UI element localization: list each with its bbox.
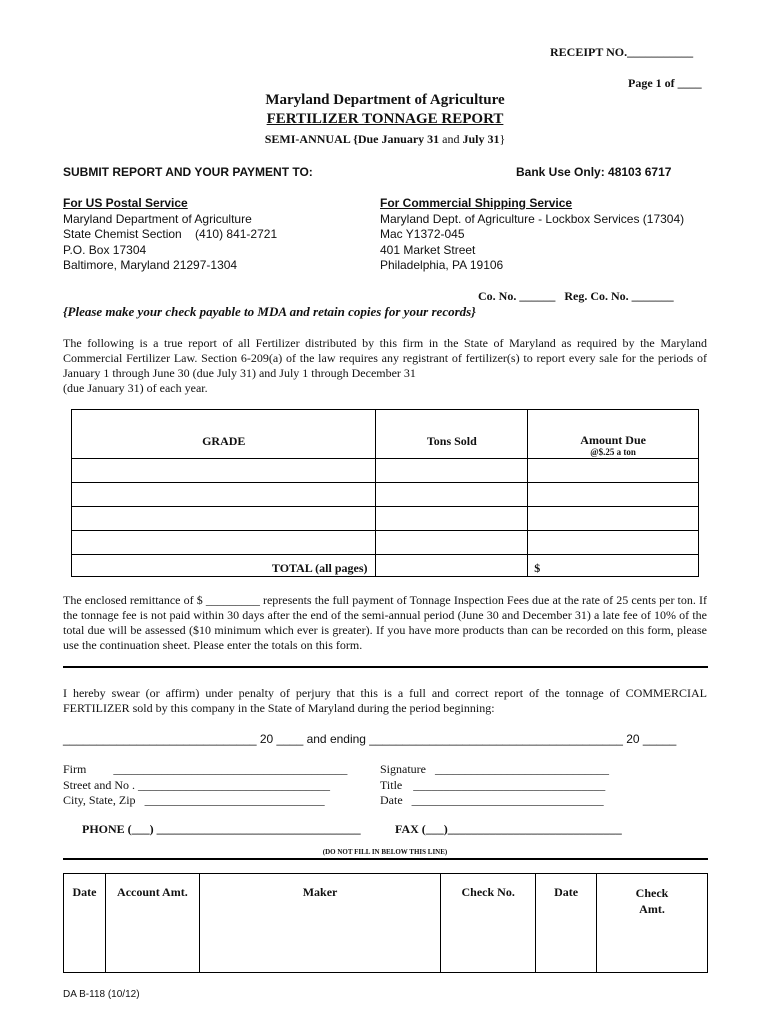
street-input[interactable]: ________________________________ [137, 777, 330, 792]
table-row [72, 507, 699, 531]
amount-due-header [528, 410, 699, 459]
city-row [63, 793, 347, 809]
date-label: Date [380, 793, 403, 807]
commercial-address-block [380, 196, 684, 274]
tons-sold-header: Tons Sold [376, 410, 528, 459]
account-amount-header: Account Amt. [105, 874, 199, 973]
period-line[interactable]: _____________________________ 20 ____ and ending ______________________________________ 20 _____ [63, 732, 677, 746]
divider [63, 858, 708, 860]
firm-input[interactable]: _______________________________________ [113, 762, 348, 776]
check-amount-header: Check Amt. [597, 874, 708, 973]
total-amount-cell[interactable]: $ [528, 555, 699, 577]
intro-text-end: (due January 31) of each year. [63, 381, 208, 395]
check-number-header: Check No. [441, 874, 536, 973]
amount-cell[interactable] [528, 459, 699, 483]
city-input[interactable]: ______________________________ [144, 793, 325, 807]
bank-use-table [63, 873, 708, 973]
postal-line: State Chemist Section (410) 841-2721 [63, 227, 278, 241]
semi-annual-line [0, 132, 770, 147]
receipt-number: RECEIPT NO.___________ [550, 45, 694, 59]
amount-cell[interactable] [528, 483, 699, 507]
tons-cell[interactable] [376, 507, 528, 531]
title-label: Title [380, 777, 403, 792]
check-date-header: Date [536, 874, 597, 973]
firm-fields [63, 762, 347, 809]
company-number-line[interactable]: Co. No. ______ Reg. Co. No. _______ [478, 289, 674, 303]
commercial-line: Philadelphia, PA 19106 [380, 258, 504, 272]
commercial-title: For Commercial Shipping Service [380, 196, 573, 210]
amount-due-label: Amount Due [580, 433, 646, 447]
postal-line: Baltimore, Maryland 21297-1304 [63, 258, 238, 272]
tonnage-table [71, 409, 699, 577]
check-payable-note: {Please make your check payable to MDA and retain copies for your records} [63, 304, 476, 319]
commercial-line: Mac Y1372-045 [380, 227, 465, 241]
grade-cell[interactable] [72, 459, 376, 483]
postal-line: Maryland Department of Agriculture [63, 211, 252, 226]
tons-cell[interactable] [376, 483, 528, 507]
divider [63, 666, 708, 668]
commercial-line: 401 Market Street [380, 242, 476, 257]
city-label: City, State, Zip [63, 793, 136, 807]
total-row [72, 555, 699, 577]
postal-title: For US Postal Service [63, 196, 188, 210]
total-tons-cell[interactable] [376, 555, 528, 577]
street-row [63, 778, 347, 794]
tons-cell[interactable] [376, 459, 528, 483]
agency-name: Maryland Department of Agriculture [265, 92, 505, 108]
intro-paragraph [63, 336, 707, 396]
grade-cell[interactable] [72, 507, 376, 531]
amount-cell[interactable] [528, 531, 699, 555]
semi-suffix: } [499, 132, 506, 146]
bank-table-row [64, 874, 708, 973]
signature-row [380, 762, 609, 778]
submit-heading: SUBMIT REPORT AND YOUR PAYMENT TO: [63, 165, 313, 179]
oath-paragraph: I hereby swear (or affirm) under penalty of perjury that this is a full and correct report of the tonnage of COMMERCIAL FERTILIZER sold by this company in the State of Maryland during the period beginning: [63, 686, 707, 715]
signature-fields [380, 762, 609, 809]
date-row [380, 793, 609, 809]
fax-field[interactable]: FAX (___)_____________________________ [395, 822, 622, 836]
phone-field[interactable]: PHONE (___) __________________________________ [82, 822, 361, 836]
amount-cell[interactable] [528, 507, 699, 531]
firm-row [63, 762, 347, 778]
table-row [72, 459, 699, 483]
intro-text: The following is a true report of all Fertilizer distributed by this firm in the State of Maryland as required by the Maryland Commercial Fertilizer Law. Section 6-209(a) of the law requires any registrant of fertilizer(s) to report every sale for the periods of January 1 through June 30 (due July 31) and July 1 through December 31 [63, 336, 707, 380]
rate-label: @$.25 a ton [590, 447, 636, 457]
tonnage-header-row [72, 410, 699, 459]
title-input[interactable]: ________________________________ [413, 777, 606, 792]
tons-cell[interactable] [376, 531, 528, 555]
due-and: and [439, 132, 463, 146]
grade-cell[interactable] [72, 483, 376, 507]
date-input[interactable]: ________________________________ [411, 793, 604, 807]
table-row [72, 483, 699, 507]
do-not-fill-note: (DO NOT FILL IN BELOW THIS LINE) [322, 848, 448, 856]
postal-address-block [63, 196, 277, 274]
title-row [380, 778, 609, 794]
street-label: Street and No . [63, 777, 135, 792]
maker-header: Maker [199, 874, 440, 973]
semi-prefix: SEMI-ANNUAL { [264, 132, 358, 146]
grade-header: GRADE [72, 410, 376, 459]
due-july: July 31 [462, 132, 500, 146]
signature-input[interactable]: _____________________________ [435, 762, 609, 776]
bank-use-only: Bank Use Only: 48103 6717 [516, 165, 672, 179]
grade-cell[interactable] [72, 531, 376, 555]
page-indicator: Page 1 of ____ [628, 76, 702, 90]
commercial-line: Maryland Dept. of Agriculture - Lockbox Services (17304) [380, 211, 685, 226]
total-label: TOTAL (all pages) [72, 555, 376, 577]
remittance-paragraph: The enclosed remittance of $ _________ represents the full payment of Tonnage Inspection Fees due at the rate of 25 cents per ton. If the tonnage fee is not paid within 30 days after the end of the semi-annual period (June 30 and December 31) a late fee of 10% of the total due will be assessed ($10 minimum which ever is greater). If you have more products than can be recorded on this form, please use the continuation sheet. Please enter the totals on this form. [63, 593, 707, 652]
page-title: FERTILIZER TONNAGE REPORT [266, 111, 504, 127]
postal-line: P.O. Box 17304 [63, 242, 147, 257]
bank-date-header: Date [64, 874, 106, 973]
table-row [72, 531, 699, 555]
firm-label: Firm [63, 762, 87, 776]
due-january: Due January 31 [357, 132, 440, 146]
form-id: DA B-118 (10/12) [63, 989, 140, 1000]
signature-label: Signature [380, 762, 426, 776]
